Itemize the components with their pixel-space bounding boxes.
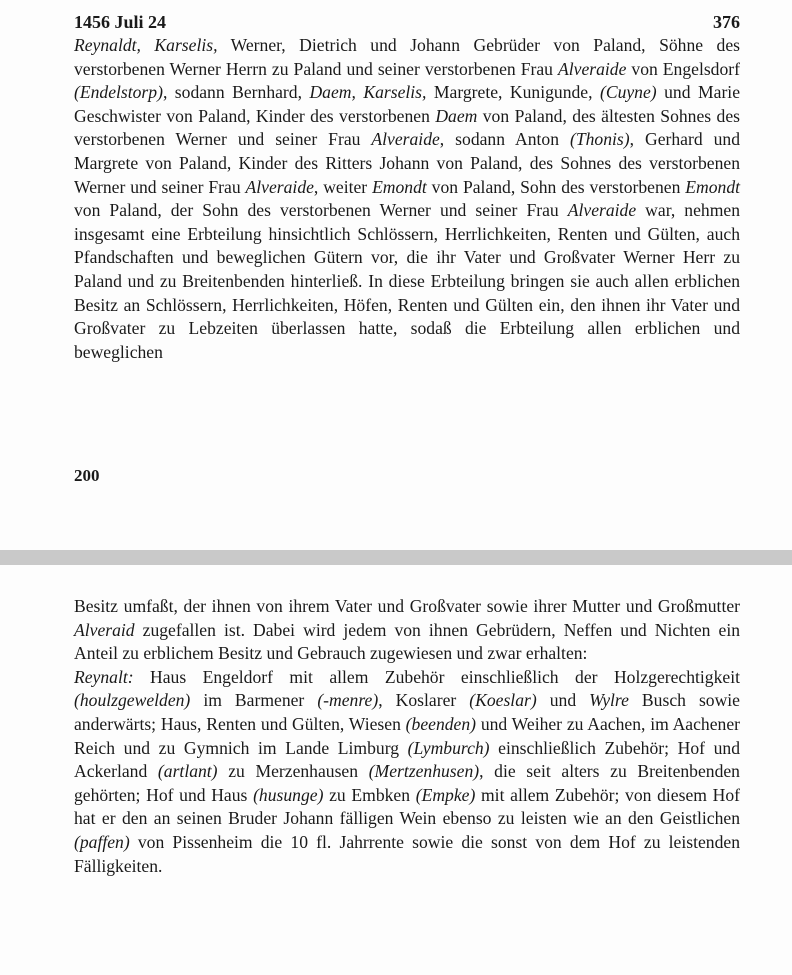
text-run: Busch sowie anderwärts; Haus, Renten und Gülten, Wiesen [74,690,740,734]
text-run: , sodann Anton [439,129,570,150]
document-number: 376 [713,12,740,32]
italic-term: (Koeslar) [469,690,537,711]
text-run: von Engelsdorf [626,58,740,79]
italic-term: (Empke) [415,784,476,805]
text-run: von Pissenheim die 10 fl. Jahrrente sowie die sonst von dem Hof zu leistenden Fälligkeiten. [74,831,740,876]
text-run: , Gerhard und Margrete von Paland, Kinder des Ritters Johann von Paland, des Sohnes des verstorbenen Werner und seiner Frau [74,129,740,197]
italic-term: Daem, Karselis, [309,82,427,103]
text-run: und [536,690,590,711]
italic-term: (Mertzenhusen) [368,761,480,782]
text-run: Werner, Dietrich und Johann Gebrüder von Paland, Söhne des verstorbenen Werner Herrn zu Paland und seiner verstorbenen Frau [74,35,740,79]
text-run: zu Embken [323,784,416,805]
italic-term: Reynaldt, Karselis, [74,35,218,55]
text-run: Margrete, Kunigunde, [426,82,600,103]
italic-term: Alveraide [371,129,440,150]
italic-term: (Endelstorp) [74,82,163,103]
text-run: Haus Engeldorf mit allem Zubehör einschließlich der Holzgerechtigkeit [133,666,740,687]
italic-term: (beenden) [405,713,477,734]
italic-term: (artlant) [157,761,218,782]
text-run: von Paland, Sohn des verstorbenen [426,176,686,197]
italic-term: (husunge) [253,784,324,805]
text-run: , weiter [313,176,373,197]
text-run: im Barmener [190,690,318,711]
italic-term: Alveraide [245,176,314,197]
text-run: von Paland, der Sohn des verstorbenen Werner und seiner Frau [74,200,568,221]
text-run: , sodann Bernhard, [162,82,310,103]
text-run: war, nehmen insgesamt eine Erbteilung hinsichtlich Schlössern, Herrlichkeiten, Renten und Gülten, auch Pfandschaften und beweglichen Gütern vor, die ihr Vater und Großvater Werner Herr zu Paland und zu Breitenbenden hinterließ. In diese Erbteilung bringen sie auch allen erblichen Besitz an Schlössern, Herrlichkeiten, Höfen, Renten und Gülten ein, den ihnen ihr Vater und Großvater zu Lebzeiten überlassen hatte, sodaß die Erbteilung allen erblichen und beweglichen [74,200,740,362]
italic-term: Emondt [685,176,741,197]
text-run: mit allem Zubehör; von diesem Hof hat er den an seinen Bruder Johann fälligen Wein ebenso zu leisten wie an den Geistlichen [74,784,741,829]
italic-term: Alveraide [558,58,627,79]
italic-term: Alveraid [74,619,135,640]
regest-text-part-1 [74,34,740,364]
text-run: und Weiher zu Aachen, im Aachener Reich und zu Gymnich im Lande Limburg [74,713,740,758]
page-number: 200 [74,466,100,485]
italic-term: (Thonis) [569,129,630,150]
regest-text-part-2 [74,595,740,878]
text-run: zu Merzenhausen [217,761,369,782]
italic-term: Wylre [589,690,629,711]
text-run: und Marie Geschwister von Paland, Kinder des verstorbenen [74,82,741,126]
text-run: , Koslarer [378,690,470,711]
document-date: 1456 Juli 24 [74,12,167,32]
italic-term: Emondt [372,176,427,197]
text-run: Besitz umfaßt, der ihnen von ihrem Vater und Großvater sowie ihrer Mutter und Großmutter [74,596,740,616]
italic-term: (paffen) [74,831,130,852]
text-run: zugefallen ist. Dabei wird jedem von ihnen Gebrüdern, Neffen und Nichten ein Anteil zu erblichem Besitz und Gebrauch zugewiesen und zwar erhalten: [74,619,740,664]
italic-term: (-menre) [317,690,379,711]
lower-page [0,565,792,975]
italic-term: Alveraide [567,200,637,221]
italic-term: (houlzgewelden) [74,690,191,711]
italic-term: (Cuyne) [599,82,657,103]
italic-term: Reynalt: [74,666,134,687]
running-head [74,12,740,34]
italic-term: Daem [435,105,478,126]
text-run: von Paland, des ältesten Sohnes des verstorbenen Werner und seiner Frau [74,105,740,150]
text-run: , die seit alters zu Breitenbenden gehörten; Hof und Haus [74,761,740,805]
text-run: einschließlich Zubehör; Hof und Ackerland [74,737,740,782]
italic-term: (Lymburch) [407,737,490,758]
